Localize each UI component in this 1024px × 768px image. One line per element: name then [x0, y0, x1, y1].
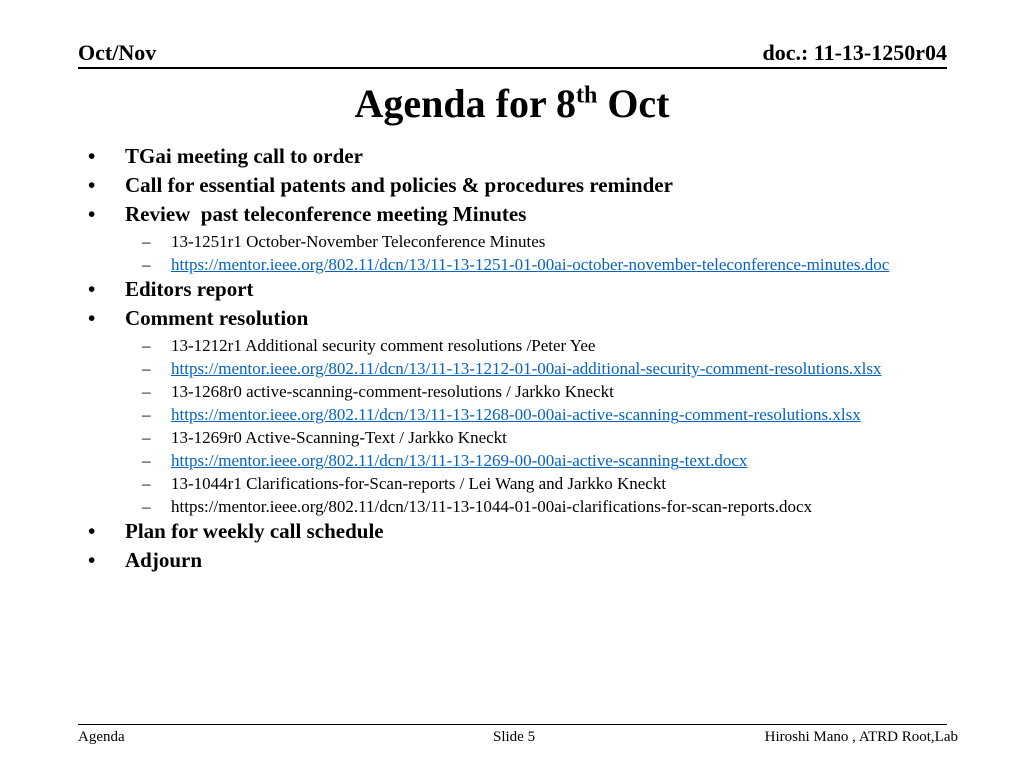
- security-resolutions-link[interactable]: https://mentor.ieee.org/802.11/dcn/13/11-13-1212-01-00ai-additional-security-comment-resolutions.xlsx: [171, 359, 882, 378]
- agenda-subitem: [88, 498, 948, 515]
- agenda-subitem-text: 13-1268r0 active-scanning-comment-resolutions / Jarkko Kneckt: [171, 382, 614, 401]
- footer-divider: [78, 724, 947, 725]
- agenda-subitem-text: 13-1269r0 Active-Scanning-Text / Jarkko Kneckt: [171, 428, 507, 447]
- agenda-item: [88, 202, 948, 227]
- agenda-subitem-text: 13-1212r1 Additional security comment resolutions /Peter Yee: [171, 336, 596, 355]
- agenda-item-text: Editors report: [125, 277, 254, 301]
- agenda-item: [88, 548, 948, 573]
- slide-number: Slide 5: [493, 729, 536, 745]
- header-right: doc.: 11-13-1250r04: [762, 40, 947, 65]
- agenda-item-text: Comment resolution: [125, 306, 309, 330]
- agenda-subitem-text: 13-1251r1 October-November Teleconference Minutes: [171, 232, 546, 251]
- title-main: Agenda for 8: [354, 81, 576, 126]
- dash-icon: –: [142, 474, 151, 493]
- minutes-link[interactable]: https://mentor.ieee.org/802.11/dcn/13/11-13-1251-01-00ai-october-november-teleconference-minutes.doc: [171, 255, 890, 274]
- bullet-icon: •: [88, 306, 96, 330]
- dash-icon: –: [142, 428, 151, 447]
- agenda-subitem: [88, 452, 948, 469]
- footer-author: Hiroshi Mano , ATRD Root,Lab: [764, 729, 958, 745]
- agenda-subitem: [88, 406, 948, 423]
- agenda-subitem-text: 13-1044r1 Clarifications-for-Scan-reports / Lei Wang and Jarkko Kneckt: [171, 474, 667, 493]
- active-scanning-text-link[interactable]: https://mentor.ieee.org/802.11/dcn/13/11-13-1269-00-00ai-active-scanning-text.docx: [171, 451, 748, 470]
- dash-icon: –: [142, 232, 151, 251]
- title-superscript: th: [575, 82, 598, 109]
- dash-icon: –: [142, 336, 151, 355]
- agenda-item: [88, 519, 948, 544]
- bullet-icon: •: [88, 144, 96, 168]
- bullet-icon: •: [88, 277, 96, 301]
- header-divider: [78, 67, 947, 69]
- agenda-item-text: Adjourn: [125, 548, 203, 572]
- agenda-item-text: Review past teleconference meeting Minutes: [125, 202, 527, 226]
- bullet-icon: •: [88, 202, 96, 226]
- title-tail: Oct: [597, 81, 670, 126]
- header-left: Oct/Nov: [78, 40, 157, 65]
- slide-title: [0, 80, 1024, 128]
- agenda-item: [88, 173, 948, 198]
- agenda-item: [88, 306, 948, 331]
- agenda-subitem: [88, 360, 948, 377]
- bullet-icon: •: [88, 173, 96, 197]
- footer-left: Agenda: [78, 729, 125, 745]
- agenda-subitem: [88, 475, 948, 492]
- agenda-item-text: TGai meeting call to order: [125, 144, 363, 168]
- bullet-icon: •: [88, 548, 96, 572]
- bullet-icon: •: [88, 519, 96, 543]
- agenda-item: [88, 277, 948, 302]
- active-scanning-resolutions-link[interactable]: https://mentor.ieee.org/802.11/dcn/13/11-13-1268-00-00ai-active-scanning-comment-resolutions.xlsx: [171, 405, 861, 424]
- dash-icon: –: [142, 255, 151, 274]
- dash-icon: –: [142, 497, 151, 516]
- agenda-subitem: [88, 383, 948, 400]
- scan-reports-url: https://mentor.ieee.org/802.11/dcn/13/11-13-1044-01-00ai-clarifications-for-scan-reports.docx: [171, 497, 813, 516]
- agenda-subitem: [88, 337, 948, 354]
- agenda-item-text: Call for essential patents and policies & procedures reminder: [125, 173, 673, 197]
- agenda-subitem: [88, 256, 948, 273]
- agenda-subitem: [88, 429, 948, 446]
- dash-icon: –: [142, 405, 151, 424]
- dash-icon: –: [142, 382, 151, 401]
- dash-icon: –: [142, 451, 151, 470]
- agenda-item-text: Plan for weekly call schedule: [125, 519, 384, 543]
- dash-icon: –: [142, 359, 151, 378]
- agenda-item: [88, 144, 948, 169]
- agenda-subitem: [88, 233, 948, 250]
- agenda-list: [88, 140, 948, 573]
